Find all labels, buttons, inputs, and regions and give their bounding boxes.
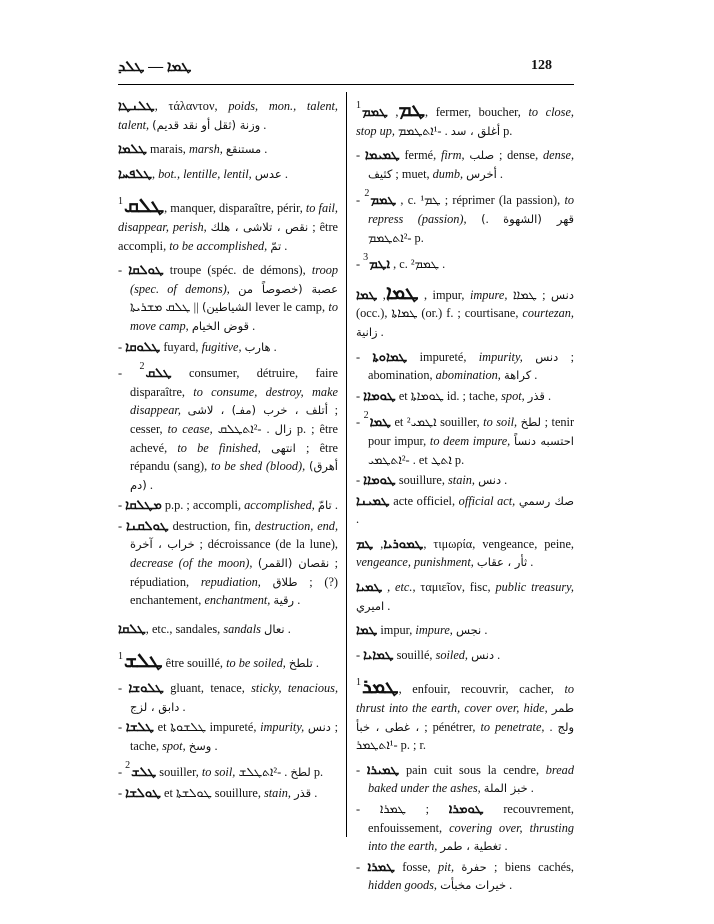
sub-entry: - ܛܡܝܡܐ fermé, firm, صلب ; dense, dense, كثيف ; muet, dumb, أخرس . [356,147,575,181]
column-divider [346,92,347,837]
entry: ܛܠܡܐ marais, marsh, مستنقع . [118,141,268,157]
running-head: ܛܡܐ — ܛܠܕ [118,59,192,75]
sub-entry: - ܛܠܫܐ et ܛܠܫܘܬܐ impureté, impurity, دنس ; tache, spot, وسخ . [118,719,339,753]
entry: $^1$ ܛܡ, ܛܡܡ , fermer, boucher, to close, stop up, أغلق ، سد . ‑¹ܐܬܛܡܡ p. [356,99,574,138]
entry: ܛܠܦܚܐ, bot., lentille, lentil, عدس . [118,165,288,181]
entry: ܛܡܐ impur, impure, نجس . [356,622,488,638]
entry: ܛܡܝܢܐ acte officiel, official act, صك رسمي . [356,492,574,527]
sub-entry: - ܛܡܐܝܐ souillé, soiled, دنس . [356,646,501,662]
sub-entry: - ܛܠܘܩܐ fuyard, fugitive, هارب . [118,338,277,354]
entry: ܛܠܢܛܐ, τάλαντον, poids, mon., talent, talent, (وزنة (ثقل أو نقد قديم . [118,98,338,132]
left-column [118,97,338,805]
entry: ܛܡܘܪܝܐ, ܛܡ , τιμωρία, vengeance, peine, vengeance, punishment, ثأر ، عقاب . [356,535,574,570]
sub-entry: - $^2$ܛܡܡ , c. ¹ܛܡ ; réprimer (la passion), to repress (passion), (قهر (الشهوة . ‑²ܐܬܛܡܡ p. [356,188,575,245]
entry: ܛܠܩܐ, etc., sandales, sandals نعال . [118,620,291,636]
sub-entry: - ܛܘܡܐܐ souillure, stain, دنس . [356,472,508,488]
sub-entry: - ܛܘܡܪܐ ; ܛܡܪܐ recouvrement, enfouissement, covering over, thrusting into the earth, تغطية ، طمر . [356,801,575,854]
sub-entry: - $^2$ܛܠܫ souiller, to soil, لطخ . ‑²ܐܬܛܠܫ p. [118,760,324,780]
page-number: 128 [531,58,552,73]
sub-entry: - ܛܘܠܫܐ et ܛܘܠܫܬܐ souillure, stain, قذر . [118,785,318,800]
entry: $^1$ܛܠܫ être souillé, to be soiled, تلطخ . [118,650,319,673]
sub-entry: - ܛܡܐܘܬܐ impureté, impurity, دنس ; abomination, abomination, كراهة . [356,348,574,383]
sub-entry: - $^2$ܛܠܩ consumer, détruire, faire disparaître, to consume, destroy, make disappear, أتلف ، خرب (مفـ) ، لاشى ; cesser, to cease, زال . ‑²ܐܬܛܠܩ p. ; être achevé, to be finished, انتهى ; être répandu (sang), to be shed (blood), (أهرق (دم . [118,361,339,492]
sub-entry: - ܛܡܪܐ fosse, pit, حفرة ; biens cachés, hidden goods, خيرات مخبأت . [356,858,574,893]
entry: ܛܡܝܐ , etc., ταμιεῖον, fisc, public treasury, اميري . [356,579,575,613]
sub-entry: - ܛܘܠܩܢܐ destruction, fin, destruction, end, خراب ، آخرة ; décroissance (de la lune), decrease (of the moon), (نقصان (القمر ; répudiation, repudiation, طلاق ; (?) enchantement, enchantment, رقية . [118,517,339,608]
sub-entry: - ܛܘܠܩܐ troupe (spéc. de démons), troop (spec. of demons), عصبة (خصوصاً من الشياطين) || ܛܠܩ ܡܫܪܝܬܐ lever le camp, to move camp, قوض الخيام . [118,262,339,333]
entry: $^1$ܛܠܩ, manquer, disparaître, périr, to fail, disappear, perish, نقص ، تلاشى ، هلك ; être accompli, to be accomplished, تمّ . [118,195,339,253]
sub-entry: - ܡܛܠܩܐ p.p. ; accompli, accomplished, تامّ . [118,497,338,513]
header-rule [118,84,574,85]
sub-entry: - ܛܘܡܐܐ et ܛܘܡܐܬܐ id. ; tache, spot, قذر . [356,387,552,403]
sub-entry: - ܛܡܝܪܐ pain cuit sous la cendre, bread baked under the ashes, خبز الملة . [356,761,574,796]
sub-entry: - ܛܠܘܫܐ gluant, tenace, sticky, tenacious, دابق ، لزج . [118,680,339,714]
entry: ܛܡܐ, ܛܡܐ , impur, impure, دنس ; ܛܡܐܐ (occ.), ܛܡܐܬܐ (or.) f. ; courtisane, courtezan, زانية . [356,281,574,339]
entry: $^1$ܛܡܪ, enfouir, recouvrir, cacher, to thrust into the earth, cover over, hide, طمر ، غطى ، خبأ ; pénétrer, to penetrate, ولج . ‑¹ܐܬܛܡܪ p. ; r. [356,676,575,753]
sub-entry: - $^3$ܐܛܡ , c. ²ܛܡܡ . [356,252,446,272]
right-column [356,97,574,897]
sub-entry: - $^2$ܛܡܐ et ²ܐܛܡܝ souiller, to soil, لطخ ; tenir pour impur, to deem impure, احتسبه دنساً . ‑²ܐܬܛܡܝ et ܐܬܛ p. [356,410,575,467]
